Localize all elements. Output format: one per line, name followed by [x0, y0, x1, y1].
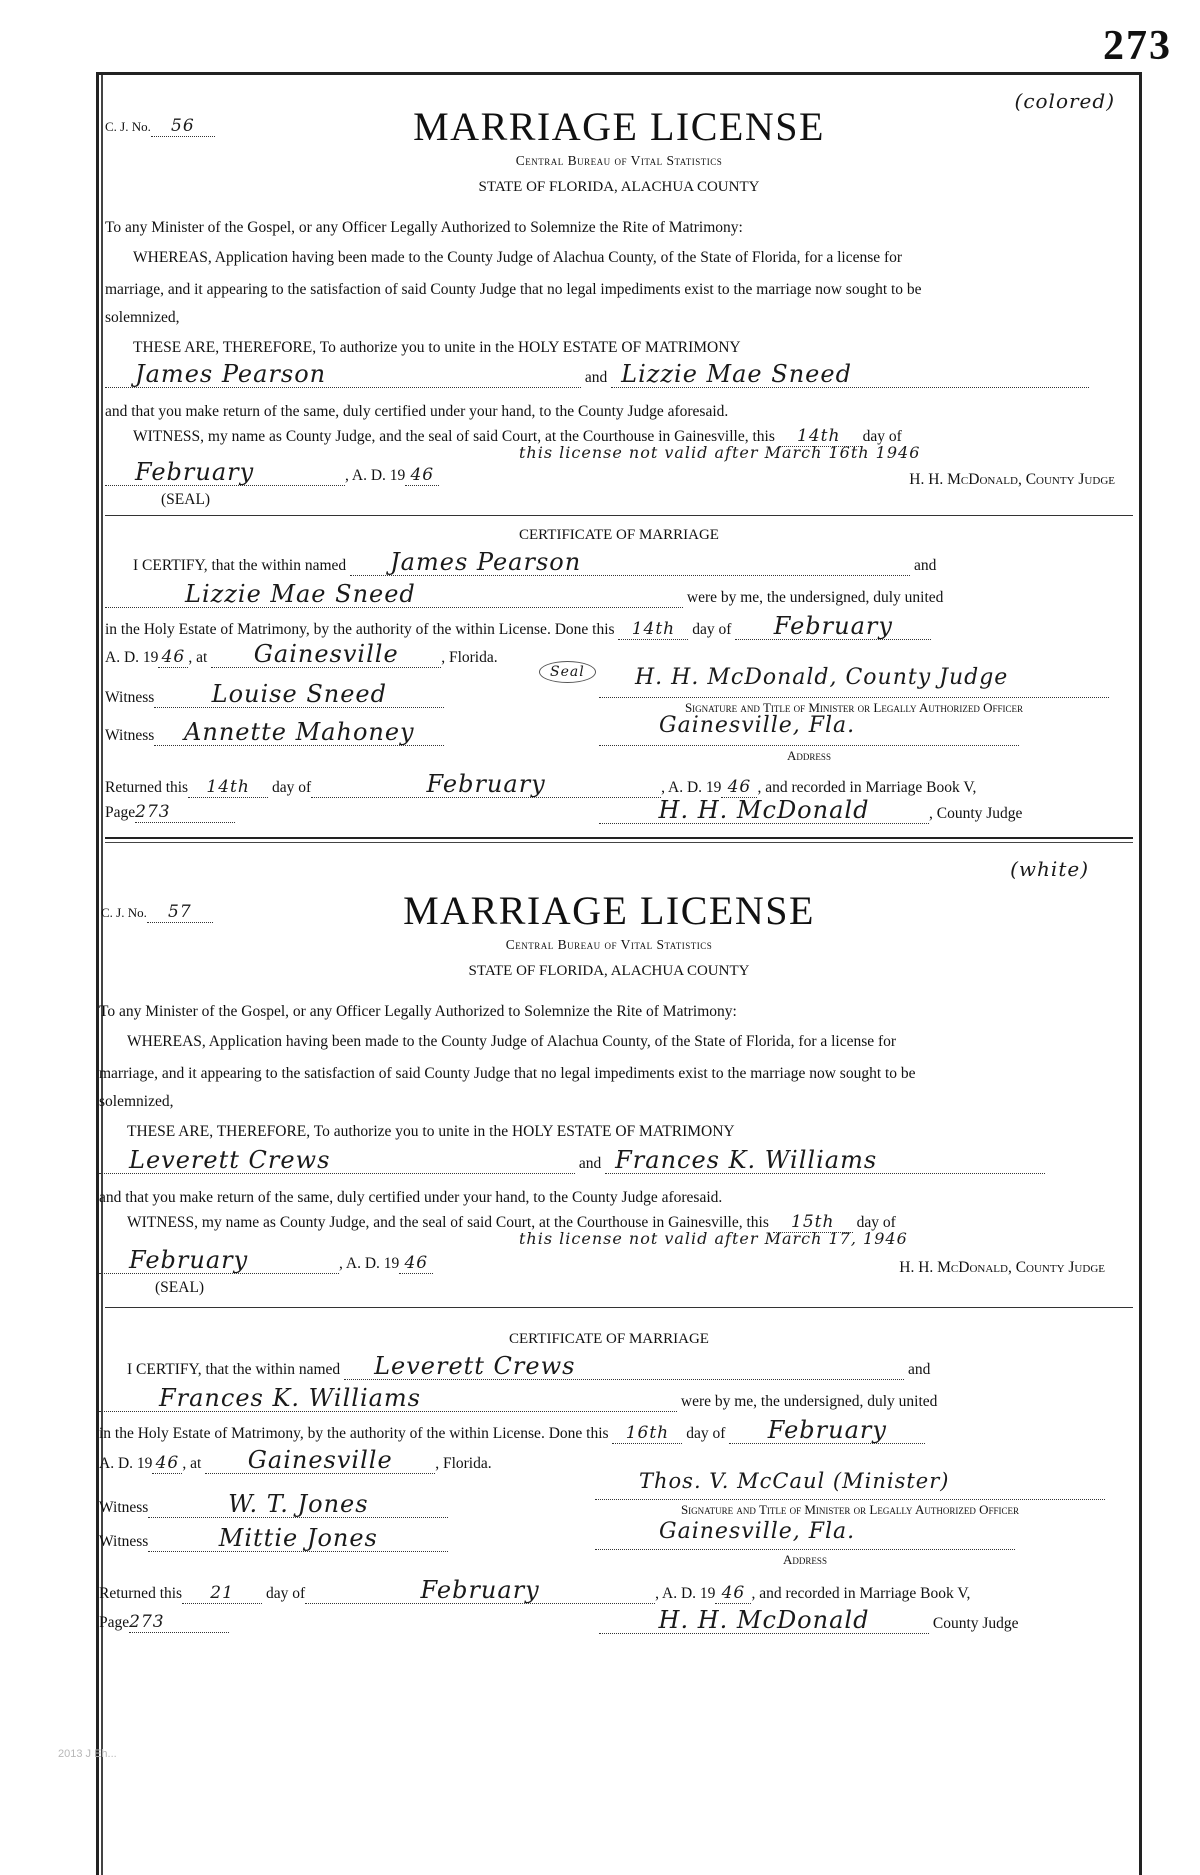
- page-label: Page: [105, 804, 136, 821]
- done-day-of-label: day of: [692, 621, 732, 638]
- returned-day: 14th: [188, 778, 268, 798]
- place-line: [105, 641, 498, 668]
- returned-month: February: [305, 1577, 655, 1604]
- certify-label: I CERTIFY, that the within named: [133, 557, 347, 574]
- recorded-label: , and recorded in Marriage Book V,: [751, 1585, 971, 1602]
- witness-2: Annette Mahoney: [154, 719, 444, 746]
- ad-label: , A. D. 19: [345, 467, 406, 484]
- scan-watermark: 2013 J Eh...: [58, 1748, 117, 1760]
- whereas-line-3: solemnized,: [105, 309, 180, 326]
- state-county: STATE OF FLORIDA, ALACHUA COUNTY: [468, 963, 750, 979]
- page-line: [99, 1613, 229, 1633]
- return-line: and that you make return of the same, duly certified under your hand, to the County Judge aforesaid.: [99, 1189, 723, 1206]
- certify-line: [133, 549, 936, 576]
- section-divider: [105, 1307, 1133, 1308]
- certificate-title: CERTIFICATE OF MARRIAGE: [509, 1331, 709, 1347]
- certify-label: I CERTIFY, that the within named: [127, 1361, 341, 1378]
- cert-ad-label: A. D. 19: [105, 649, 159, 666]
- page-label: Page: [99, 1614, 130, 1631]
- bureau-subtitle: Central Bureau of Vital Statistics: [515, 153, 723, 168]
- done-year: 46: [158, 648, 188, 668]
- officer-caption: Signature and Title of Minister or Legally Authorized Officer: [595, 1499, 1105, 1518]
- returned-label: Returned this: [99, 1585, 183, 1602]
- bride-name: Frances K. Williams: [605, 1147, 1045, 1174]
- section-divider: [105, 515, 1133, 516]
- seal-note: Seal: [539, 661, 596, 683]
- florida-label: , Florida.: [435, 1455, 492, 1472]
- done-day: 14th: [618, 620, 688, 640]
- ad-label: , A. D. 19: [339, 1255, 400, 1272]
- license-2: [99, 849, 1139, 1859]
- address-caption: Address: [599, 745, 1019, 764]
- done-day-of-label: day of: [686, 1425, 726, 1442]
- returned-line: [99, 1577, 970, 1604]
- issue-day: 14th: [779, 427, 859, 447]
- holy-estate-text: in the Holy Estate of Matrimony, by the authority of the within License. Done this: [105, 621, 615, 638]
- groom-name: Leverett Crews: [99, 1147, 575, 1174]
- issue-month: February: [99, 1247, 339, 1274]
- witness-text: WITNESS, my name as County Judge, and the seal of said Court, at the Courthouse in Gainesville, this: [127, 1214, 769, 1231]
- cj-label: C. J. No.: [101, 905, 147, 920]
- returned-ad: , A. D. 19: [655, 1585, 716, 1602]
- done-month: February: [729, 1417, 925, 1444]
- race-note: (white): [1010, 857, 1089, 881]
- united-label: were by me, the undersigned, duly united: [680, 1393, 938, 1410]
- state-county: STATE OF FLORIDA, ALACHUA COUNTY: [478, 179, 760, 195]
- license-title: MARRIAGE LICENSE: [413, 104, 825, 149]
- witness-label: Witness: [105, 727, 155, 744]
- these-are-line: THESE ARE, THEREFORE, To authorize you to unite in the HOLY ESTATE OF MATRIMONY: [133, 339, 741, 356]
- whereas-line-1: WHEREAS, Application having been made to the County Judge of Alachua County, of the State of Florida, for a license for: [127, 1033, 897, 1050]
- cert-bride: Lizzie Mae Sneed: [105, 581, 683, 608]
- certificate-title: CERTIFICATE OF MARRIAGE: [519, 527, 719, 543]
- and-label: and: [578, 1155, 602, 1172]
- race-note: (colored): [1014, 89, 1115, 113]
- judge-signature-line: [599, 797, 1022, 824]
- whereas-line-1: WHEREAS, Application having been made to the County Judge of Alachua County, of the State of Florida, for a license for: [133, 249, 903, 266]
- returned-year: 46: [715, 1584, 751, 1604]
- witness-text: WITNESS, my name as County Judge, and the seal of said Court, at the Courthouse in Gainesville, this: [133, 428, 775, 445]
- cj-number: 57: [147, 903, 213, 923]
- judge-signature: H. H. McDonald: [599, 797, 929, 824]
- cert-groom: James Pearson: [350, 549, 910, 576]
- witness-1-line: [99, 1491, 448, 1518]
- judge-signature-line: [599, 1607, 1019, 1634]
- returned-line: [105, 771, 976, 798]
- recorded-label: , and recorded in Marriage Book V,: [757, 779, 977, 796]
- cert-and-label: and: [907, 1361, 931, 1378]
- and-label: and: [584, 369, 608, 386]
- holy-estate-text: in the Holy Estate of Matrimony, by the authority of the within License. Done this: [99, 1425, 609, 1442]
- officer-address: Gainesville, Fla.: [659, 713, 856, 738]
- done-line: [105, 613, 931, 640]
- witness-2: Mittie Jones: [148, 1525, 448, 1552]
- address-line: To any Minister of the Gospel, or any Officer Legally Authorized to Solemnize the Rite of Matrimony:: [99, 1003, 737, 1020]
- bureau-subtitle: Central Bureau of Vital Statistics: [505, 937, 713, 952]
- officer-caption: Signature and Title of Minister or Legally Authorized Officer: [599, 697, 1109, 716]
- certify-line: [127, 1353, 930, 1380]
- validity-note: this license not valid after March 17, 1946: [519, 1229, 908, 1248]
- address-caption: Address: [595, 1549, 1015, 1568]
- address-line: To any Minister of the Gospel, or any Officer Legally Authorized to Solemnize the Rite of Matrimony:: [105, 219, 743, 236]
- witness-2-line: [105, 719, 444, 746]
- florida-label: , Florida.: [441, 649, 498, 666]
- document-frame: [96, 72, 1142, 1875]
- whereas-line-2: marriage, and it appearing to the satisfaction of said County Judge that no legal impediments exist to the marriage now sought to be: [99, 1065, 916, 1082]
- judge-line: H. H. McDonald, County Judge: [909, 471, 1115, 488]
- cj-number: 56: [151, 117, 215, 137]
- seal-label: (SEAL): [161, 491, 211, 508]
- at-label: , at: [188, 649, 208, 666]
- parties-line: [99, 1147, 1045, 1174]
- license-separator: [105, 837, 1133, 843]
- issue-year: 46: [405, 466, 439, 486]
- returned-ad: , A. D. 19: [661, 779, 722, 796]
- issue-date-line: [99, 1247, 433, 1274]
- returned-day-of: day of: [265, 1585, 306, 1602]
- place: Gainesville: [205, 1447, 435, 1474]
- at-label: , at: [182, 1455, 202, 1472]
- cert-ad-label: A. D. 19: [99, 1455, 153, 1472]
- bride-name: Lizzie Mae Sneed: [611, 361, 1089, 388]
- day-of-label: day of: [862, 428, 902, 445]
- issue-date-line: [105, 459, 439, 486]
- witness-label: Witness: [99, 1533, 149, 1550]
- issue-year: 46: [399, 1254, 433, 1274]
- done-year: 46: [152, 1454, 182, 1474]
- cert-and-label: and: [913, 557, 937, 574]
- validity-note: this license not valid after March 16th 1946: [519, 443, 921, 462]
- place-line: [99, 1447, 492, 1474]
- whereas-line-3: solemnized,: [99, 1093, 174, 1110]
- return-line: and that you make return of the same, duly certified under your hand, to the County Judge aforesaid.: [105, 403, 729, 420]
- done-month: February: [735, 613, 931, 640]
- cert-bride: Frances K. Williams: [99, 1385, 677, 1412]
- witness-1: W. T. Jones: [148, 1491, 448, 1518]
- issue-month: February: [105, 459, 345, 486]
- parties-line: [105, 361, 1089, 388]
- county-judge-label: County Judge: [932, 1615, 1019, 1632]
- seal-label: (SEAL): [155, 1279, 205, 1296]
- place: Gainesville: [211, 641, 441, 668]
- page-line: [105, 803, 235, 823]
- returned-month: February: [311, 771, 661, 798]
- page-number: 273: [1103, 23, 1172, 69]
- bride-united-line: [105, 581, 943, 608]
- witness-label: Witness: [105, 689, 155, 706]
- officer-signature: Thos. V. McCaul (Minister): [639, 1469, 950, 1493]
- returned-day: 21: [182, 1584, 262, 1604]
- witness-2-line: [99, 1525, 448, 1552]
- done-line: [99, 1417, 925, 1444]
- page-no: 273: [135, 803, 235, 823]
- done-day: 16th: [612, 1424, 682, 1444]
- judge-line: H. H. McDonald, County Judge: [899, 1259, 1105, 1276]
- officer-address: Gainesville, Fla.: [659, 1519, 856, 1544]
- returned-day-of: day of: [271, 779, 312, 796]
- issue-day: 15th: [773, 1213, 853, 1233]
- license-1: [99, 75, 1139, 975]
- cj-label: C. J. No.: [105, 119, 151, 134]
- returned-year: 46: [721, 778, 757, 798]
- bride-united-line: [99, 1385, 937, 1412]
- groom-name: James Pearson: [105, 361, 581, 388]
- county-judge-label: , County Judge: [929, 805, 1023, 822]
- license-title: MARRIAGE LICENSE: [403, 888, 815, 933]
- these-are-line: THESE ARE, THEREFORE, To authorize you to unite in the HOLY ESTATE OF MATRIMONY: [127, 1123, 735, 1140]
- witness-label: Witness: [99, 1499, 149, 1516]
- witness-1: Louise Sneed: [154, 681, 444, 708]
- officer-signature: H. H. McDonald, County Judge: [635, 665, 1009, 690]
- witness-1-line: [105, 681, 444, 708]
- united-label: were by me, the undersigned, duly united: [686, 589, 944, 606]
- cert-groom: Leverett Crews: [344, 1353, 904, 1380]
- returned-label: Returned this: [105, 779, 189, 796]
- day-of-label: day of: [856, 1214, 896, 1231]
- page-no: 273: [129, 1613, 229, 1633]
- whereas-line-2: marriage, and it appearing to the satisfaction of said County Judge that no legal impediments exist to the marriage now sought to be: [105, 281, 922, 298]
- judge-signature: H. H. McDonald: [599, 1607, 929, 1634]
